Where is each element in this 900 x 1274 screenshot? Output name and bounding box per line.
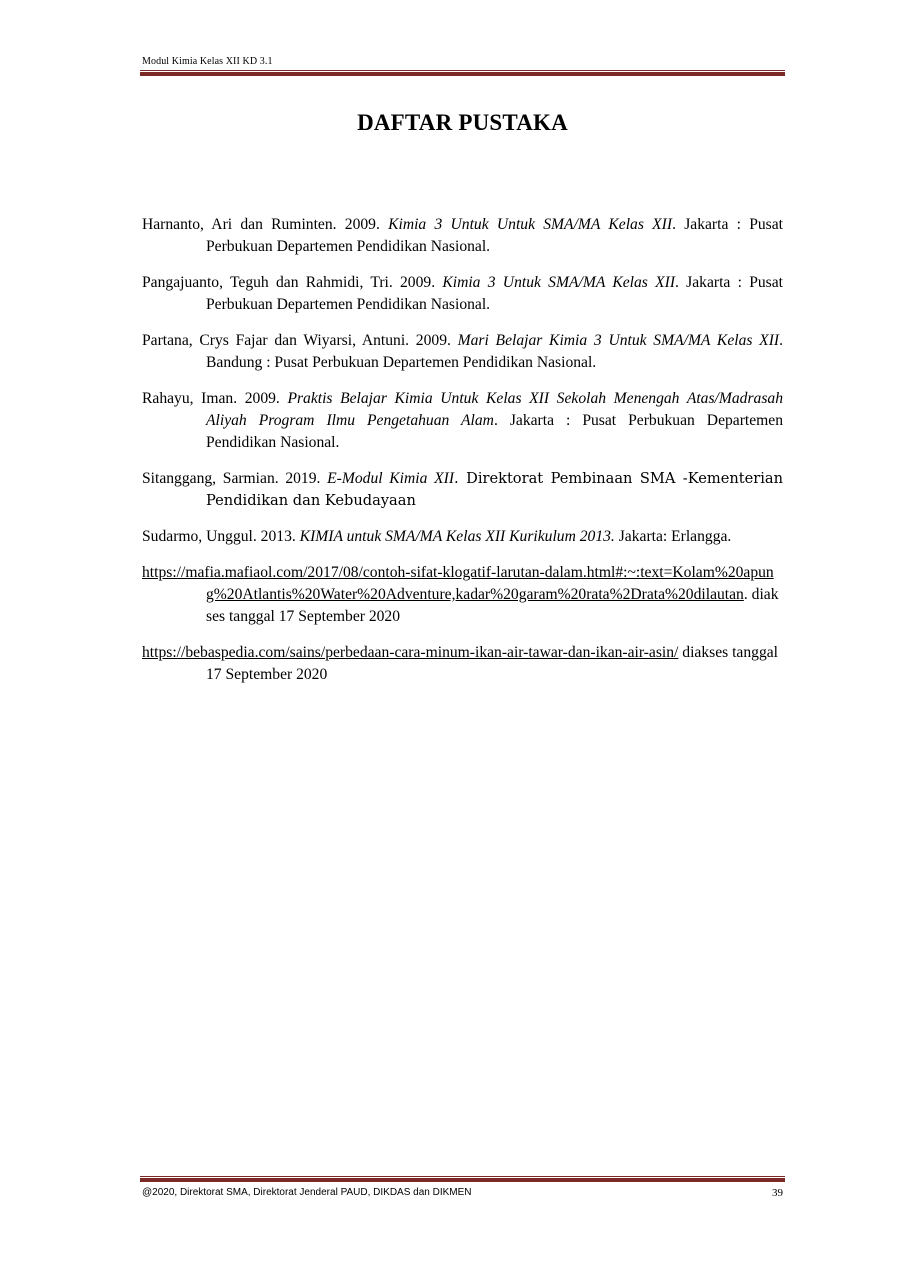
reference-author: Partana, Crys Fajar dan Wiyarsi, Antuni. 2009. bbox=[142, 332, 458, 349]
reference-link[interactable]: https://mafia.mafiaol.com/2017/08/contoh-sifat-klogatif-larutan-dalam.html#:~:text=Kolam%20apung%20Atlantis%20Water%20Adventure,kadar%20garam%20rata%2Drata%20dilautan bbox=[142, 564, 774, 603]
reference-access-note: diakses tanggal 17 September 2020 bbox=[206, 644, 778, 683]
reference-link[interactable]: https://bebaspedia.com/sains/perbedaan-cara-minum-ikan-air-tawar-dan-ikan-air-asin/ bbox=[142, 644, 679, 661]
reference-title: Mari Belajar Kimia 3 Untuk SMA/MA Kelas XII bbox=[457, 332, 780, 349]
reference-publisher: . Direktorat Pembinaan SMA -Kementerian Pendidikan dan Kebudayaan bbox=[206, 470, 784, 509]
reference-item bbox=[142, 562, 783, 628]
reference-list bbox=[142, 214, 783, 700]
footer-credit: @2020, Direktorat SMA, Direktorat Jenderal PAUD, DIKDAS dan DIKMEN bbox=[142, 1187, 472, 1198]
reference-publisher: . Jakarta : Pusat Perbukuan Departemen Pendidikan Nasional. bbox=[206, 412, 783, 451]
running-header: Modul Kimia Kelas XII KD 3.1 bbox=[142, 56, 273, 67]
reference-item bbox=[142, 468, 783, 512]
reference-publisher: Jakarta: Erlangga. bbox=[614, 528, 732, 545]
reference-item bbox=[142, 526, 783, 548]
reference-publisher: . Bandung : Pusat Perbukuan Departemen Pendidikan Nasional. bbox=[206, 332, 783, 371]
reference-title: Kimia 3 Untuk SMA/MA Kelas XII bbox=[442, 274, 676, 291]
reference-title: KIMIA untuk SMA/MA Kelas XII Kurikulum 2013. bbox=[299, 528, 615, 545]
page-title: DAFTAR PUSTAKA bbox=[357, 110, 568, 135]
reference-item bbox=[142, 642, 783, 686]
reference-author: Sudarmo, Unggul. 2013. bbox=[142, 528, 300, 545]
reference-publisher: . Jakarta : Pusat Perbukuan Departemen Pendidikan Nasional. bbox=[206, 216, 784, 255]
reference-item bbox=[142, 388, 783, 454]
page-number: 39 bbox=[772, 1187, 783, 1199]
reference-title: Praktis Belajar Kimia Untuk Kelas XII Sekolah Menengah Atas/Madrasah Aliyah Program Ilmu Pengetahuan Alam bbox=[206, 390, 783, 429]
reference-publisher: . Jakarta : Pusat Perbukuan Departemen Pendidikan Nasional. bbox=[206, 274, 783, 313]
reference-author: Sitanggang, Sarmian. 2019. bbox=[142, 470, 328, 487]
footer-rule bbox=[140, 1176, 785, 1182]
reference-title: E-Modul Kimia XII bbox=[327, 470, 455, 487]
reference-item bbox=[142, 330, 783, 374]
reference-author: Pangajuanto, Teguh dan Rahmidi, Tri. 2009. bbox=[142, 274, 443, 291]
reference-title: Kimia 3 Untuk Untuk SMA/MA Kelas XII bbox=[388, 216, 673, 233]
reference-item bbox=[142, 214, 783, 258]
reference-author: Rahayu, Iman. 2009. bbox=[142, 390, 288, 407]
reference-access-note: . diakses tanggal 17 September 2020 bbox=[206, 586, 779, 625]
header-rule bbox=[140, 70, 785, 76]
reference-item bbox=[142, 272, 783, 316]
reference-author: Harnanto, Ari dan Ruminten. 2009. bbox=[142, 216, 389, 233]
